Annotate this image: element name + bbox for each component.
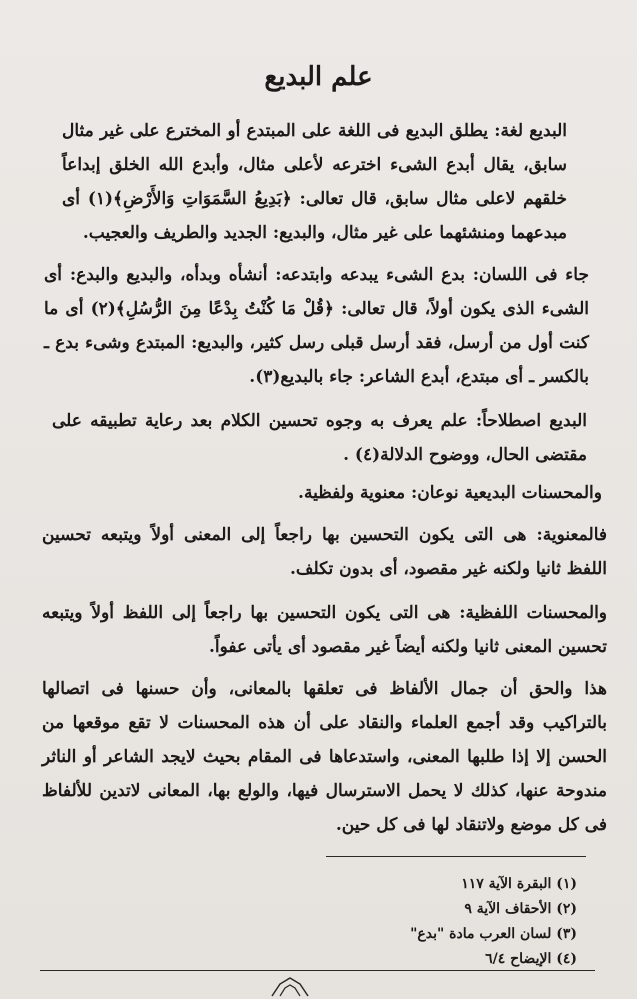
footnote-separator (326, 856, 586, 857)
footnote-1: (١) البقرة الآية ١١٧ (461, 876, 577, 892)
paragraph-types: والمحسنات البديعية نوعان: معنوية ولفظية. (298, 483, 602, 503)
page-ornament-icon (270, 976, 310, 998)
bottom-border-line (40, 970, 595, 971)
footnote-2: (٢) الأحقاف الآية ٩ (464, 901, 577, 917)
paragraph-verbal-embellishments: والمحسنات اللفظية: هى التى يكون التحسين بها راجعاً إلى اللفظ أولاً ويتبعه تحسين المعنى ثانيا ولكنه أيضاً غير مقصود أى يأتى عفواً. (42, 603, 607, 657)
footnotes (317, 872, 577, 972)
paragraph-conclusion: هذا والحق أن جمال الألفاظ فى تعلقها بالمعانى، وأن حسنها فى اتصالها بالتراكيب وقد أجمع العلماء والنقاد على أن هذه المحسنات لا تقع موقعها من الحسن إلا إذا طلبها المعنى، واستدعاها فى المقام بحيث لايجد الشاعر أو الناثر مندوحة عنها، كذلك لا يحمل الاسترسال فيها، والولع بها، المعانى لاتدين للألفاظ فى كل موضع ولاتنقاد لها فى كل حين. (42, 679, 607, 835)
page-title: علم البديع (264, 62, 373, 92)
footnote-4: (٤) الإيضاح ٦/٤ (485, 951, 577, 967)
paragraph-lexical-definition: البديع لغة: يطلق البديع فى اللغة على المبتدع أو المخترع على غير مثال سابق، يقال أبدع الشىء اخترعه لأعلى مثال، وأبدع الله الخلق إبداعاً خلقهم لاعلى مثال سابق، قال تعالى: ﴿بَدِيعُ السَّمَوَاتِ وَالأَرْضِ﴾(١) أى مبدعهما ومنشئهما على غير مثال، والبديع: الجديد والطريف والعجيب. (62, 121, 567, 243)
footnote-3: (٣) لسان العرب مادة "بدع" (410, 926, 577, 942)
paragraph-semantic-embellishments: فالمعنوية: هى التى يكون التحسين بها راجعاً إلى المعنى أولاً ويتبعه تحسين اللفظ ثانيا ولكنه غير مقصود، أى بدون تكلف. (42, 525, 607, 579)
paragraph-technical-definition: البديع اصطلاحاً: علم يعرف به وجوه تحسين الكلام بعد رعاية تطبيقه على مقتضى الحال، ووضوح الدلالة(٤) . (52, 411, 587, 465)
paragraph-lisan-quote: جاء فى اللسان: بدع الشىء يبدعه وابتدعه: أنشأه وبدأه، والبديع والبدع: أى الشىء الذى يكون أولاً، قال تعالى: ﴿قُلْ مَا كُنْتُ بِدْعًا مِنَ الرُّسُلِ﴾(٢) أى ما كنت أول من أرسل، فقد أرسل قبلى رسل كثير، والبديع: المبتدع وشىء بدع ـ بالكسر ـ أى مبتدع، أبدع الشاعر: جاء بالبديع(٣). (44, 265, 589, 387)
